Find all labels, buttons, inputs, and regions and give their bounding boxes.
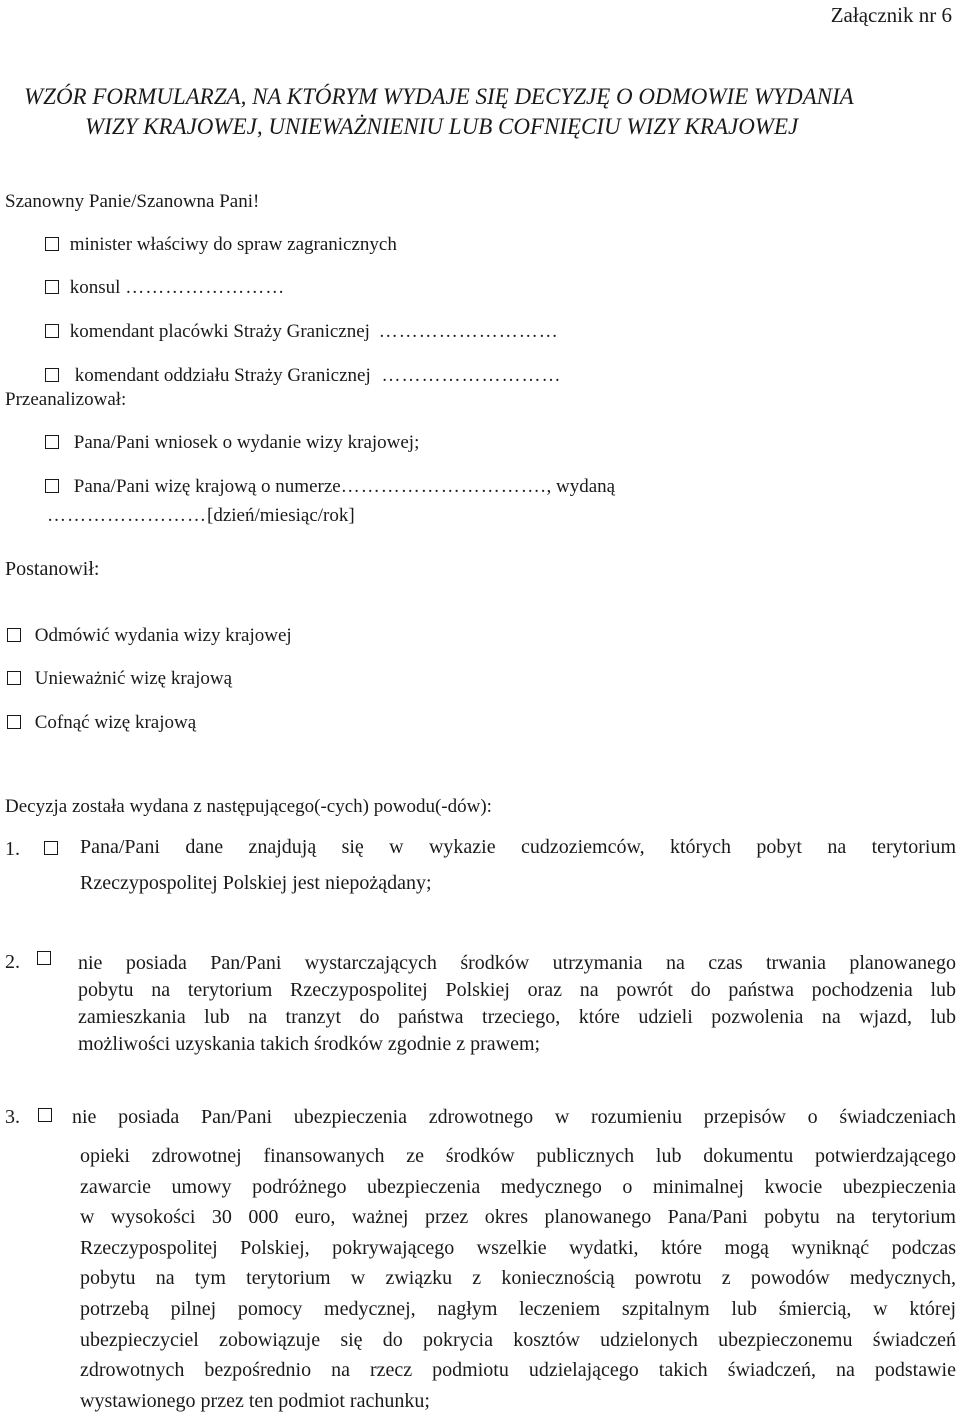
analyzed-application-option[interactable] <box>45 431 419 455</box>
reason-1-line-2: Rzeczypospolitej Polskiej jest niepożądany; <box>80 872 432 894</box>
salutation: Szanowny Panie/Szanowna Pani! <box>5 191 260 212</box>
reason-3-line: wystawionego przez ten podmiot rachunku; <box>80 1389 430 1412</box>
analyzed-visa-label: Pana/Pani wizę krajową o numerze <box>73 476 341 497</box>
checkbox-analyzed-application[interactable] <box>45 435 59 449</box>
checkbox-konsul[interactable] <box>45 280 59 294</box>
reason-3-line: w wysokości 30 000 euro, ważnej przez okres planowanego Pana/Pani pobytu na terytorium <box>80 1206 956 1229</box>
authority-komendant-oddzialu-label: komendant oddziału Straży Granicznej <box>74 365 371 386</box>
authority-komendant-placowki-label: komendant placówki Straży Granicznej <box>69 321 370 342</box>
reason-2-line: zamieszkania lub na tranzyt do państwa trzeciego, które udzieli pozwolenia na wjazd, lub <box>78 1006 956 1028</box>
reason-3-number: 3. <box>5 1106 20 1128</box>
reason-3-line: zdrowotnych bezpośrednio na rzecz podmiotu udzielającego takich świadczeń, na podstawie <box>80 1359 956 1382</box>
visa-issue-date-blank[interactable]: …………………… <box>47 505 207 526</box>
decision-refuse-option[interactable] <box>7 624 292 648</box>
checkbox-komendant-oddzialu[interactable] <box>45 368 59 382</box>
checkbox-decision-annul[interactable] <box>7 671 21 685</box>
annex-label: Załącznik nr 6 <box>830 3 952 27</box>
form-title-line-2: WIZY KRAJOWEJ, UNIEWAŻNIENIU LUB COFNIĘCIU WIZY KRAJOWEJ <box>85 114 799 139</box>
visa-number-blank-line[interactable]: …………………………. <box>340 476 547 497</box>
reason-2-line: nie posiada Pan/Pani wystarczających środków utrzymania na czas trwania planowanego <box>78 952 956 974</box>
reason-3-line-1: nie posiada Pan/Pani ubezpieczenia zdrowotnego w rozumieniu przepisów o świadczeniach <box>72 1106 956 1128</box>
analyzed-application-label: Pana/Pani wniosek o wydanie wizy krajowej; <box>73 432 420 453</box>
decision-refuse-label: Odmówić wydania wizy krajowej <box>34 625 292 646</box>
reason-3-line: potrzebą pilnej pomocy medycznej, nagłym leczeniem szpitalnym lub śmiercią, w której <box>80 1297 956 1320</box>
authority-komendant-oddzialu-option[interactable] <box>45 364 561 388</box>
reason-3-text <box>80 1141 956 1416</box>
reason-2-line: pobytu na terytorium Rzeczypospolitej Polskiej oraz na powrót do państwa pochodzenia lub <box>78 979 956 1001</box>
visa-issue-date-line <box>47 504 355 528</box>
analyzed-visa-suffix: , wydaną <box>546 476 616 497</box>
authority-komendant-placowki-option[interactable] <box>45 320 559 344</box>
checkbox-reason-2[interactable] <box>37 951 51 965</box>
analyzed-visa-option[interactable] <box>45 475 615 499</box>
konsul-blank-line[interactable]: …………………… <box>125 277 286 298</box>
reason-3-line: opieki zdrowotnej finansowanych ze środków publicznych lub dokumentu potwierdzającego <box>80 1145 956 1167</box>
checkbox-reason-3[interactable] <box>38 1108 52 1122</box>
decision-annul-label: Unieważnić wizę krajową <box>34 668 233 689</box>
authority-minister-label: minister właściwy do spraw zagranicznych <box>69 234 397 255</box>
decision-annul-option[interactable] <box>7 667 232 691</box>
checkbox-reason-1[interactable] <box>44 841 58 855</box>
checkbox-decision-refuse[interactable] <box>7 628 21 642</box>
authority-konsul-option[interactable] <box>45 276 285 300</box>
form-title-line-1: WZÓR FORMULARZA, NA KTÓRYM WYDAJE SIĘ DECYZJĘ O ODMOWIE WYDANIA <box>24 84 854 109</box>
decision-revoke-option[interactable] <box>7 711 196 735</box>
authority-minister-option[interactable] <box>45 233 397 257</box>
komendant-oddzialu-blank-line[interactable]: ……………………… <box>381 365 562 386</box>
reason-2-text <box>78 950 956 1058</box>
reason-3-line: ubezpieczyciel zobowiązuje się do pokrycia kosztów udzielonych ubezpieczonemu świadczeń <box>80 1328 956 1351</box>
reason-2-line: możliwości uzyskania takich środków zgodnie z prawem; <box>78 1033 541 1055</box>
decided-label: Postanowił: <box>5 558 100 580</box>
visa-issue-date-hint: [dzień/miesiąc/rok] <box>207 505 355 526</box>
reason-3-line: pobytu na tym terytorium w związku z koniecznością powrotu z powodów medycznych, <box>80 1267 956 1290</box>
analyzed-label: Przeanalizował: <box>5 389 127 410</box>
checkbox-decision-revoke[interactable] <box>7 715 21 729</box>
checkbox-minister[interactable] <box>45 237 59 251</box>
checkbox-komendant-placowki[interactable] <box>45 324 59 338</box>
komendant-placowki-blank-line[interactable]: ……………………… <box>378 321 559 342</box>
decision-revoke-label: Cofnąć wizę krajową <box>34 712 197 733</box>
reason-1-number: 1. <box>5 838 20 860</box>
reason-3-line: zawarcie umowy podróżnego ubezpieczenia medycznego o minimalnej kwocie ubezpieczenia <box>80 1175 956 1198</box>
reason-3-line: Rzeczypospolitej Polskiej, pokrywającego wszelkie wydatki, które mogą wyniknąć podczas <box>80 1236 956 1259</box>
authority-konsul-label: konsul <box>69 277 121 298</box>
reason-1-line-1: Pana/Pani dane znajdują się w wykazie cudzoziemców, których pobyt na terytorium <box>80 836 956 858</box>
reasons-intro: Decyzja została wydana z następującego(-cych) powodu(-dów): <box>5 796 492 817</box>
reason-2-number: 2. <box>5 951 20 973</box>
checkbox-analyzed-visa[interactable] <box>45 479 59 493</box>
